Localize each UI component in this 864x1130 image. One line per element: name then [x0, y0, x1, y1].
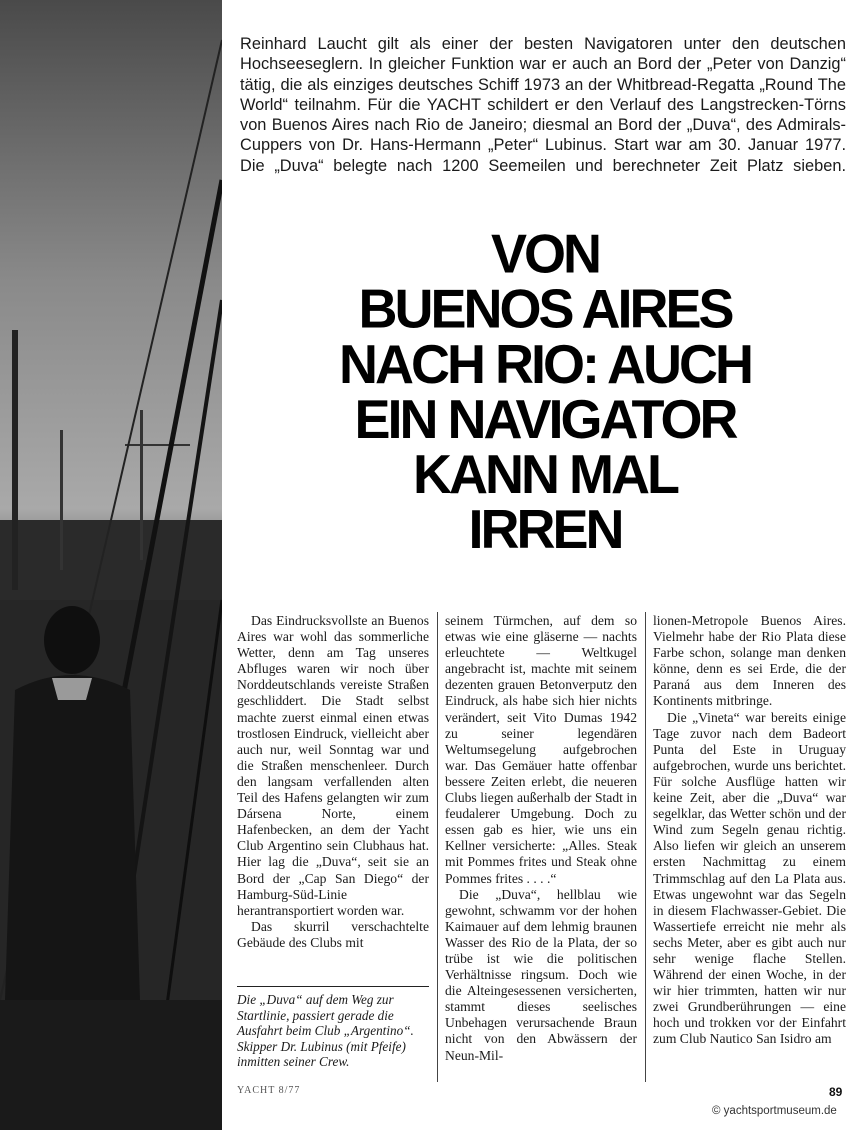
magazine-issue: YACHT 8/77: [237, 1085, 301, 1096]
intro-paragraph: Reinhard Laucht gilt als einer der besten Navigatoren unter den deutschen Hochseeseglern. In gleicher Funktion war er auch an Bord der „Peter von Danzig“ tätig, die als einziges deutsches Schiff 1973 an der Whitbread-Regatta „Round The World“ teilnahm. Für die YACHT schildert er den Verlauf des Langstrecken-Törns von Buenos Aires nach Rio de Janeiro; diesmal an Bord der „Duva“, des Admirals-Cuppers von Dr. Hans-Hermann „Peter“ Lubinus. Start war am 30. Januar 1977. Die „Duva“ belegte nach 1200 Seemeilen und berechneter Zeit Platz sieben.: [240, 35, 846, 175]
harbor-photo-illustration: [0, 0, 222, 1130]
column-1: [237, 613, 429, 951]
headline-line: BUENOS AIRES: [358, 278, 732, 340]
column-paragraph: Die „Duva“, hellblau wie gewohnt, schwamm vor der hohen Kaimauer auf dem lehmig braunen Wasser des Rio de la Plata, der so trübe ist wie die politischen Verhältnisse ringsum. Doch wie die Alteingesessenen versicherten, stammt dieses seelisches Unbehagen verursachende Braun nicht von den Abwässern der Neun-Mil-: [445, 886, 637, 1063]
column-2: [445, 613, 637, 1064]
page-number: 89: [829, 1085, 843, 1099]
column-divider: [437, 612, 438, 1082]
column-divider: [645, 612, 646, 1082]
headline-line: EIN NAVIGATOR: [354, 388, 736, 451]
headline-line: VON: [490, 223, 600, 285]
column-paragraph: lionen-Metropole Buenos Aires. Vielmehr habe der Rio Plata diese Farbe schon, solange man denken könne, denn es sei Erde, die der Paraná aus dem Inneren des Kontinents mitbringe.: [653, 613, 846, 709]
column-3: [653, 613, 846, 1048]
headline-line: IRREN: [468, 499, 622, 561]
article-headline: [290, 223, 800, 561]
column-paragraph: Das Eindrucksvollste an Buenos Aires war wohl das sommerliche Wetter, denn am Tag unseres Abfluges waren wir noch über Norddeutschlands vereiste Straßen geschliddert. Die Stadt selbst machte zuerst einmal einen etwas trostlosen Eindruck, vielleicht aber auch nur, weil Sonntag war und die Straßen menschenleer. Durch den langsam verfallenden alten Teil des Hafens gelangten wir zum Dársena Norte, einem Hafenbecken, an dem der Yacht Club Argentino sein Clubhaus hat. Hier lag die „Duva“, seit sie an Bord der „Cap San Diego“ der Hamburg-Süd-Linie herantransportiert worden war.: [237, 613, 429, 918]
crew-photo: [0, 0, 222, 1130]
column-paragraph: Die „Vineta“ war bereits einige Tage zuvor nach dem Badeort Punta del Este in Uruguay aufgebrochen, wurde uns berichtet. Für solche Ausflüge hatten wir keine Zeit, aber die „Duva“ war segelklar, das Wetter schön und der Wind zum Segeln genau richtig. Also liefen wir gleich an unserem ersten Nachmittag zu einem Trimmschlag auf den La Plata aus. Etwas ungewohnt war das Segeln in diesem Flachwasser-Gebiet. Die Wassertiefe erreicht nie mehr als sechs Meter, aber es gibt auch nur sehr wenige flache Stellen. Während der einen Woche, in der wir hier trimmten, hatten wir nur zwei Grundberührungen — eine hoch und trokken vor der Einfahrt zum Club Nautico San Isidro am: [653, 709, 846, 1047]
column-paragraph: Das skurril verschachtelte Gebäude des Clubs mit: [237, 918, 429, 950]
headline-line: KANN MAL: [413, 444, 677, 506]
photo-caption: Die „Duva“ auf dem Weg zur Startlinie, passiert gerade die Ausfahrt beim Club „Argentino“. Skipper Dr. Lubinus (mit Pfeife) inmitten seiner Crew.: [237, 986, 429, 1070]
copyright-watermark: © yachtsportmuseum.de: [712, 1105, 837, 1117]
column-paragraph: seinem Türmchen, auf dem so etwas wie eine gläserne — nachts erleuchtete — Weltkugel angebracht ist, machte mit seinem dezenten grauen Betonverputz den Eindruck, als habe sich hier nichts verändert, seit Vito Dumas 1942 zu seiner legendären Weltumsegelung aufgebrochen war. Das Gemäuer hatte offenbar bessere Zeiten erlebt, die neueren Clubs liegen außerhalb der Stadt in feudalerer Umgebung. Doch zu essen gab es hier, wie uns ein Kellner versicherte: „Alles. Steak mit Pommes frites und Steak ohne Pommes frites . . . .“: [445, 613, 637, 886]
headline-line: NACH RIO: AUCH: [339, 333, 751, 396]
